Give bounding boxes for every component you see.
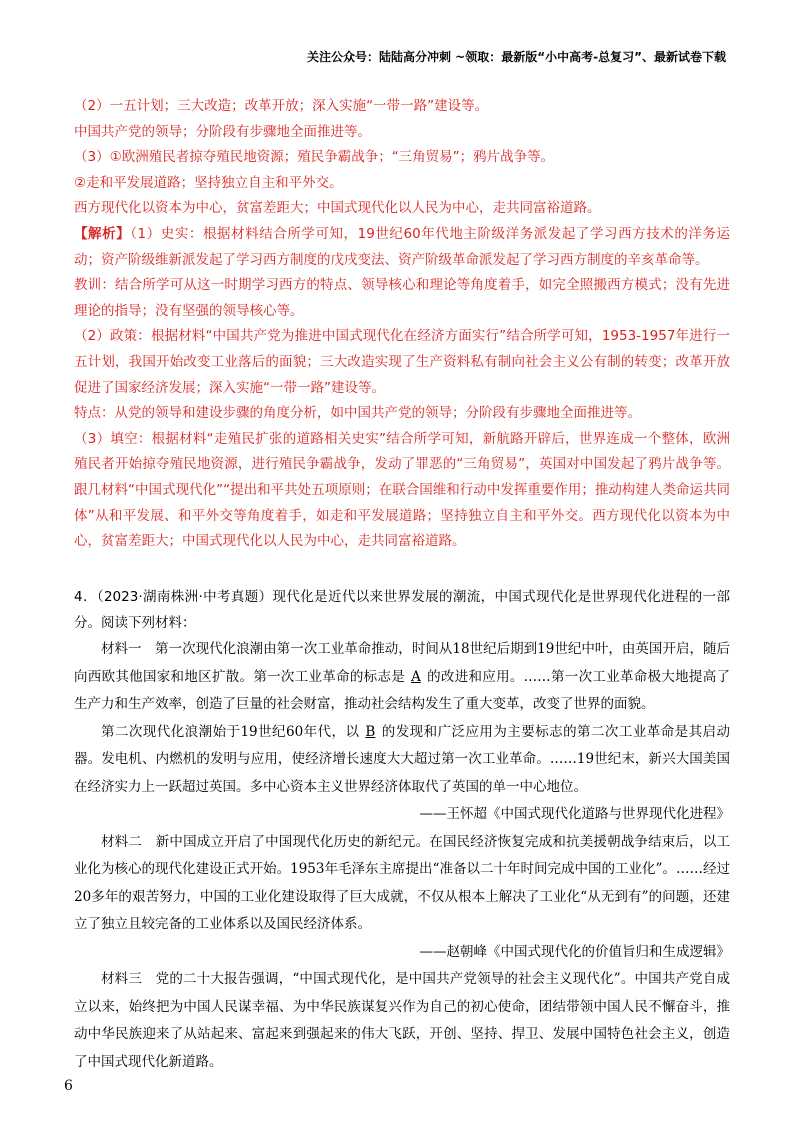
material-one <box>74 636 730 719</box>
analysis-paragraph: 特点：从党的领导和建设步骤的角度分析，如中国共产党的领导；分阶段有步骤地全面推进等。 <box>74 405 641 422</box>
page-header: 关注公众号：陆陆高分冲刺 ~领取：最新版“小中高考-总复习”、最新试卷下载 <box>307 50 726 64</box>
material-two: 材料二 新中国成立开启了中国现代化历史的新纪元。在国民经济恢复完成和抗美援朝战争结束后，以工业化为核心的现代化建设正式开始。1953年毛泽东主席提出“准备以二十年时间完成中国的工业化”。……经过20多年的艰苦努力，中国的工业化建设取得了巨大成就，不仅从根本上解决了工业化“从无到有”的问题，还建立了独立且较完备的工业体系以及国民经济体系。 <box>74 833 730 932</box>
analysis-text: （1）史实：根据材料结合所学可知，19世纪60年代地主阶级洋务派发起了学习西方技术的洋务运动；资产阶级维新派发起了学习西方制度的戊戌变法、资产阶级革命派发起了学习西方制度的辛亥革命等。 <box>74 225 730 268</box>
material-source: ——王怀超《中国式现代化道路与世界现代化进程》 <box>419 806 730 822</box>
material-text: 第二次现代化浪潮始于19世纪60年代，以 <box>101 723 360 740</box>
answer-line: 西方现代化以资本为中心，贫富差距大；中国式现代化以人民为中心，走共同富裕道路。 <box>74 200 601 217</box>
blank-a: A <box>411 668 421 685</box>
material-three: 材料三 党的二十大报告强调，“中国式现代化，是中国共产党领导的社会主义现代化”。中国共产党自成立以来，始终把为中国人民谋幸福、为中华民族谋复兴作为自己的初心使命，团结带领中国人民不懈奋斗，推动中华民族迎来了从站起来、富起来到强起来的伟大飞跃，开创、坚持、捍卫、发展中国特色社会主义，创造了中国式现代化新道路。 <box>74 971 730 1070</box>
analysis-paragraph <box>74 222 730 273</box>
question-intro: 4．（2023·湖南株洲·中考真题）现代化是近代以来世界发展的潮流，中国式现代化是世界现代化进程的一部分。阅读下列材料： <box>74 589 730 631</box>
answer-block <box>74 94 730 555</box>
analysis-paragraph: （3）填空：根据材料“走殖民扩张的道路相关史实”结合所学可知，新航路开辟后，世界连成一个整体，欧洲殖民者开始掠夺殖民地资源，进行殖民争霸战争，发动了罪恶的“三角贸易”，英国对中国发起了鸦片战争等。跟几材料“中国式现代化”“提出和平共处五项原则；在联合国维和行动中发挥重要作用；推动构建人类命运共同体”从和平发展、和平外交等角度着手，如走和平发展道路；坚持独立自主和平外交。西方现代化以资本为中心，贫富差距大；中国式现代化以人民为中心，走共同富裕道路。 <box>74 430 730 550</box>
answer-line: （3）①欧洲殖民者掠夺殖民地资源；殖民争霸战争；“三角贸易”；鸦片战争等。 <box>74 149 555 166</box>
answer-line: 中国共产党的领导；分阶段有步骤地全面推进等。 <box>74 123 371 140</box>
material-text: 的改进和应用。……第一次工业革命极大地提高了生产力和生产效率，创造了巨量的社会财富，推动社会结构发生了重大变革，改变了世界的面貌。 <box>74 668 731 712</box>
material-text: 材料一 第一次现代化浪潮由第一次工业革命推动，时间从18世纪后期到19世纪中叶，由英国开启，随后向西欧其他国家和地区扩散。第一次工业革命的标志是 <box>74 641 730 685</box>
answer-line: ②走和平发展道路；坚持独立自主和平外交。 <box>74 174 343 191</box>
analysis-paragraph: 教训：结合所学可从这一时期学习西方的特点、领导核心和理论等角度着手，如完全照搬西方模式；没有先进理论的指导；没有坚强的领导核心等。 <box>74 277 730 319</box>
analysis-label: 【解析】 <box>74 225 131 242</box>
page-number: 6 <box>64 1078 73 1094</box>
question-intro-block <box>74 585 730 636</box>
material-text: 的发现和广泛应用为主要标志的第二次工业革命是其启动器。发电机、内燃机的发明与应用，使经济增长速度大大超过第一次工业革命。……19世纪末，新兴大国美国在经济实力上一跃超过英国。多中心资本主义世界经济体取代了英国的单一中心地位。 <box>74 723 731 795</box>
analysis-paragraph: （2）政策：根据材料“中国共产党为推进中国式现代化在经济方面实行”结合所学可知，1953-1957年进行一五计划，我国开始改变工业落后的面貌；三大改造实现了生产资料私有制向社会主义公有制的转变；改革开放促进了国家经济发展；深入实施“一带一路”建设等。 <box>74 328 730 396</box>
materials-block <box>74 636 730 1076</box>
blank-b: B <box>365 723 376 740</box>
material-source: ——赵朝峰《中国式现代化的价值旨归和生成逻辑》 <box>419 943 730 960</box>
answer-line: （2）一五计划；三大改造；改革开放；深入实施“一带一路”建设等。 <box>74 98 489 114</box>
material-one-cont <box>74 719 730 802</box>
